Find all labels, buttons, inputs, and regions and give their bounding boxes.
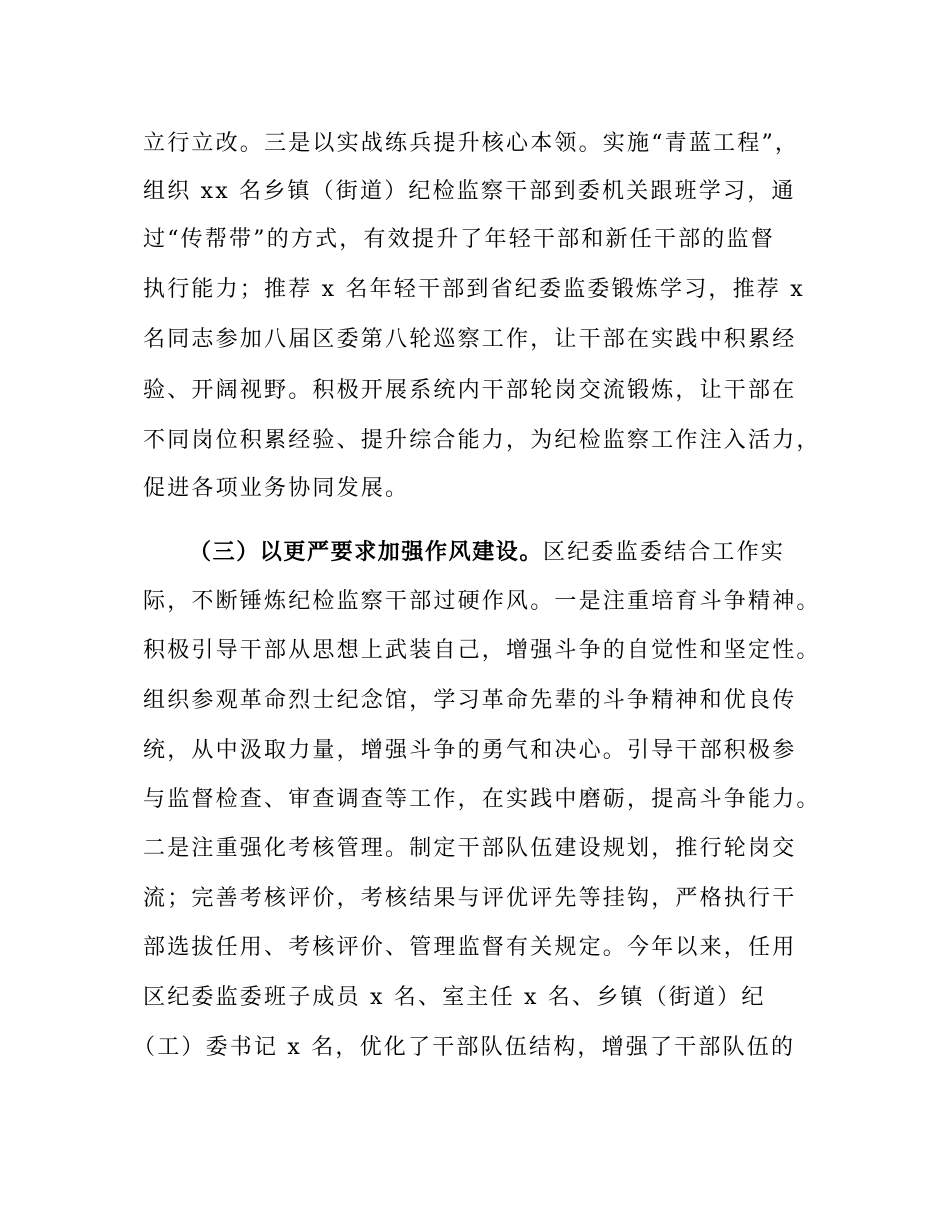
paragraph2-line-10: 区纪委监委班子成员 x 名、室主任 x 名、乡镇（街道）纪 bbox=[143, 985, 766, 1010]
paragraph2-line-7: 二是注重强化考核管理。制定干部队伍建设规划，推行轮岗交 bbox=[143, 836, 797, 861]
paragraph2-line-8: 流；完善考核评价，考核结果与评优评先等挂钩，严格执行干 bbox=[143, 886, 797, 911]
paragraph2-line-9: 部选拔任用、考核评价、管理监督有关规定。今年以来，任用 bbox=[143, 935, 797, 960]
paragraph1-line-6: 验、开阔视野。积极开展系统内干部轮岗交流锻炼，让干部在 bbox=[143, 378, 797, 403]
paragraph1-line-2: 组织 xx 名乡镇（街道）纪检监察干部到委机关跟班学习，通 bbox=[143, 179, 796, 204]
paragraph1-line-5: 名同志参加八届区委第八轮巡察工作，让干部在实践中积累经 bbox=[143, 327, 797, 352]
paragraph2-first-line bbox=[189, 533, 785, 573]
paragraph1-line-4: 执行能力；推荐 x 名年轻干部到省纪委监委锻炼学习，推荐 x bbox=[143, 277, 805, 302]
paragraph2-line-5: 统，从中汲取力量，增强斗争的勇气和决心。引导干部积极参 bbox=[143, 738, 797, 763]
paragraph1-line-1: 立行立改。三是以实战练兵提升核心本领。实施“青蓝工程”， bbox=[143, 131, 800, 156]
paragraph1-line-8: 促进各项业务协同发展。 bbox=[143, 476, 410, 501]
paragraph1-line-3: 过“传帮带”的方式，有效提升了年轻干部和新任干部的监督 bbox=[143, 227, 775, 252]
paragraph2-line-3: 积极引导干部从思想上武装自己，增强斗争的自觉性和坚定性。 bbox=[143, 638, 821, 663]
paragraph2-line-11: （工）委书记 x 名，优化了干部队伍结构，增强了干部队伍的 bbox=[133, 1035, 796, 1060]
paragraph2-line-6: 与监督检查、审查调查等工作，在实践中磨砺，提高斗争能力。 bbox=[143, 787, 821, 812]
paragraph2-line-2: 际，不断锤炼纪检监察干部过硬作风。一是注重培育斗争精神。 bbox=[143, 589, 821, 614]
paragraph2-line-4: 组织参观革命烈士纪念馆，学习革命先辈的斗争精神和优良传 bbox=[143, 688, 797, 713]
section-heading: （三）以更严要求加强作风建设。 bbox=[189, 540, 544, 565]
paragraph2-first-line-text: 区纪委监委结合工作实 bbox=[543, 540, 786, 565]
paragraph1-line-7: 不同岗位积累经验、提升综合能力，为纪检监察工作注入活力， bbox=[143, 428, 821, 453]
